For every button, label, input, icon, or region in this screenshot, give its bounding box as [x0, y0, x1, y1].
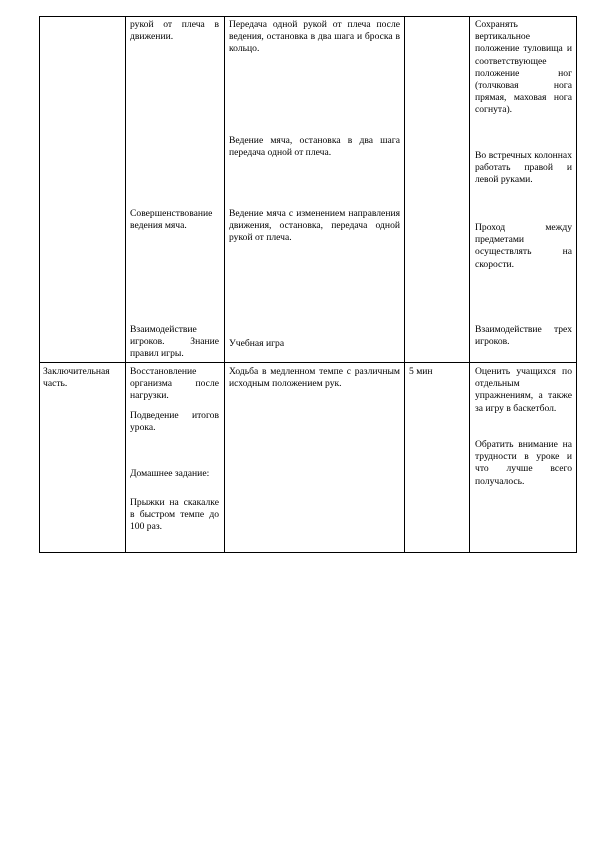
- row2-duration: 5 мин: [409, 366, 433, 377]
- row1-instructions-text: Сохранять вертикальное положение туловища и соответствующее положение ног (толчковая нога прямая, маховая нога согнута).: [475, 19, 572, 116]
- row1-instructions-text: Проход между предметами осуществлять на скорости.: [475, 222, 572, 270]
- row1-instructions-text: Во встречных колоннах работать правой и левой руками.: [475, 150, 572, 186]
- row1-content-text: Учебная игра: [229, 338, 285, 349]
- table-column-divider: [404, 16, 405, 553]
- row1-content-text: Ведение мяча с изменением направления движения, остановка, передача одной рукой от плеча.: [229, 208, 400, 244]
- row1-content-text: Ведение мяча, остановка в два шага передача одной от плеча.: [229, 135, 400, 159]
- table-border-left: [39, 16, 40, 553]
- row1-task-text: Совершенствование ведения мяча.: [130, 208, 213, 232]
- table-column-divider: [224, 16, 225, 553]
- row2-task-text: Восстановление организма после нагрузки.: [130, 366, 219, 402]
- row2-instructions-text: Обратить внимание на трудности в уроке и что лучше всего получалось.: [475, 439, 572, 487]
- row1-content-text: Передача одной рукой от плеча после ведения, остановка в два шага и броска в кольцо.: [229, 19, 400, 55]
- row2-homework-label: Домашнее задание:: [130, 468, 210, 479]
- row1-task-text: рукой от плеча в движении.: [130, 19, 219, 43]
- row2-homework-text: Прыжки на скакалке в быстром темпе до 100 раз.: [130, 497, 219, 533]
- table-border-right: [576, 16, 577, 553]
- row2-section-name: Заключительная часть.: [43, 366, 110, 390]
- row2-instructions-text: Оценить учащихся по отдельным упражнениям, а также за игру в баскетбол.: [475, 366, 572, 414]
- table-border-bottom: [39, 552, 577, 553]
- table-border-top: [39, 16, 577, 17]
- table-row-divider: [39, 362, 577, 363]
- row1-instructions-text: Взаимодействие трех игроков.: [475, 324, 572, 348]
- row2-task-text: Подведение итогов урока.: [130, 410, 219, 434]
- row1-task-text: Взаимодействие игроков. Знание правил игры.: [130, 324, 219, 360]
- table-column-divider: [125, 16, 126, 553]
- row2-content-text: Ходьба в медленном темпе с различным исходным положением рук.: [229, 366, 400, 390]
- table-column-divider: [469, 16, 470, 553]
